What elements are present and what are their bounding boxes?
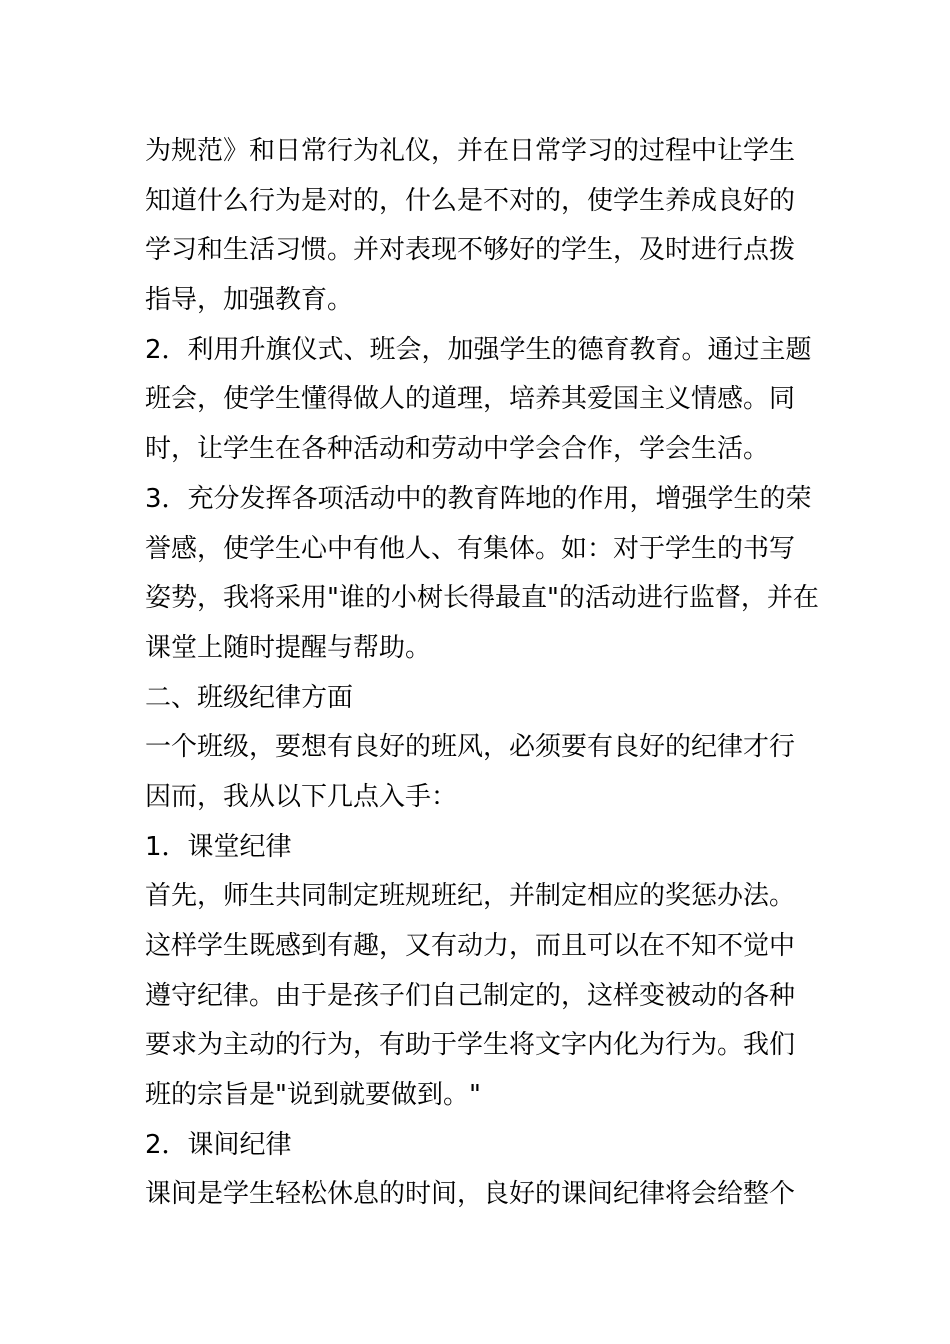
text-line: 遵守纪律。由于是孩子们自己制定的，这样变被动的各种 (145, 980, 796, 1011)
text-line: 时，让学生在各种活动和劳动中学会合作，学会生活。 (145, 434, 770, 465)
text-line: 学习和生活习惯。并对表现不够好的学生，及时进行点拨 (145, 235, 796, 266)
text-line: 要求为主动的行为，有助于学生将文字内化为行为。我们 (145, 1030, 796, 1061)
text-line: 班会，使学生懂得做人的道理，培养其爱国主义情感。同 (145, 384, 796, 415)
text-line: 课间是学生轻松休息的时间，良好的课间纪律将会给整个 (145, 1179, 796, 1210)
text-line: 课堂上随时提醒与帮助。 (145, 632, 432, 663)
text-line: 3．充分发挥各项活动中的教育阵地的作用，增强学生的荣 (145, 483, 812, 514)
subsection-heading: 1．课堂纪律 (145, 831, 292, 862)
text-line: 因而，我从以下几点入手： (145, 781, 458, 812)
subsection-heading: 2．课间纪律 (145, 1129, 292, 1160)
text-line: 知道什么行为是对的，什么是不对的，使学生养成良好的 (145, 185, 796, 216)
text-line: 班的宗旨是"说到就要做到。" (145, 1080, 481, 1111)
text-line: 首先，师生共同制定班规班纪，并制定相应的奖惩办法。 (145, 881, 796, 912)
text-line: 2．利用升旗仪式、班会，加强学生的德育教育。通过主题 (145, 334, 812, 365)
section-heading: 二、班级纪律方面 (145, 682, 354, 713)
text-line: 一个班级，要想有良好的班风，必须要有良好的纪律才行 (145, 732, 796, 763)
text-line: 誉感，使学生心中有他人、有集体。如：对于学生的书写 (145, 533, 796, 564)
text-line: 为规范》和日常行为礼仪，并在日常学习的过程中让学生 (145, 136, 796, 166)
text-line: 这样学生既感到有趣，又有动力，而且可以在不知不觉中 (145, 931, 796, 961)
document-body (145, 127, 819, 1220)
text-line: 指导，加强教育。 (145, 285, 354, 316)
text-line: 姿势，我将采用"谁的小树长得最直"的活动进行监督，并在 (145, 583, 819, 614)
